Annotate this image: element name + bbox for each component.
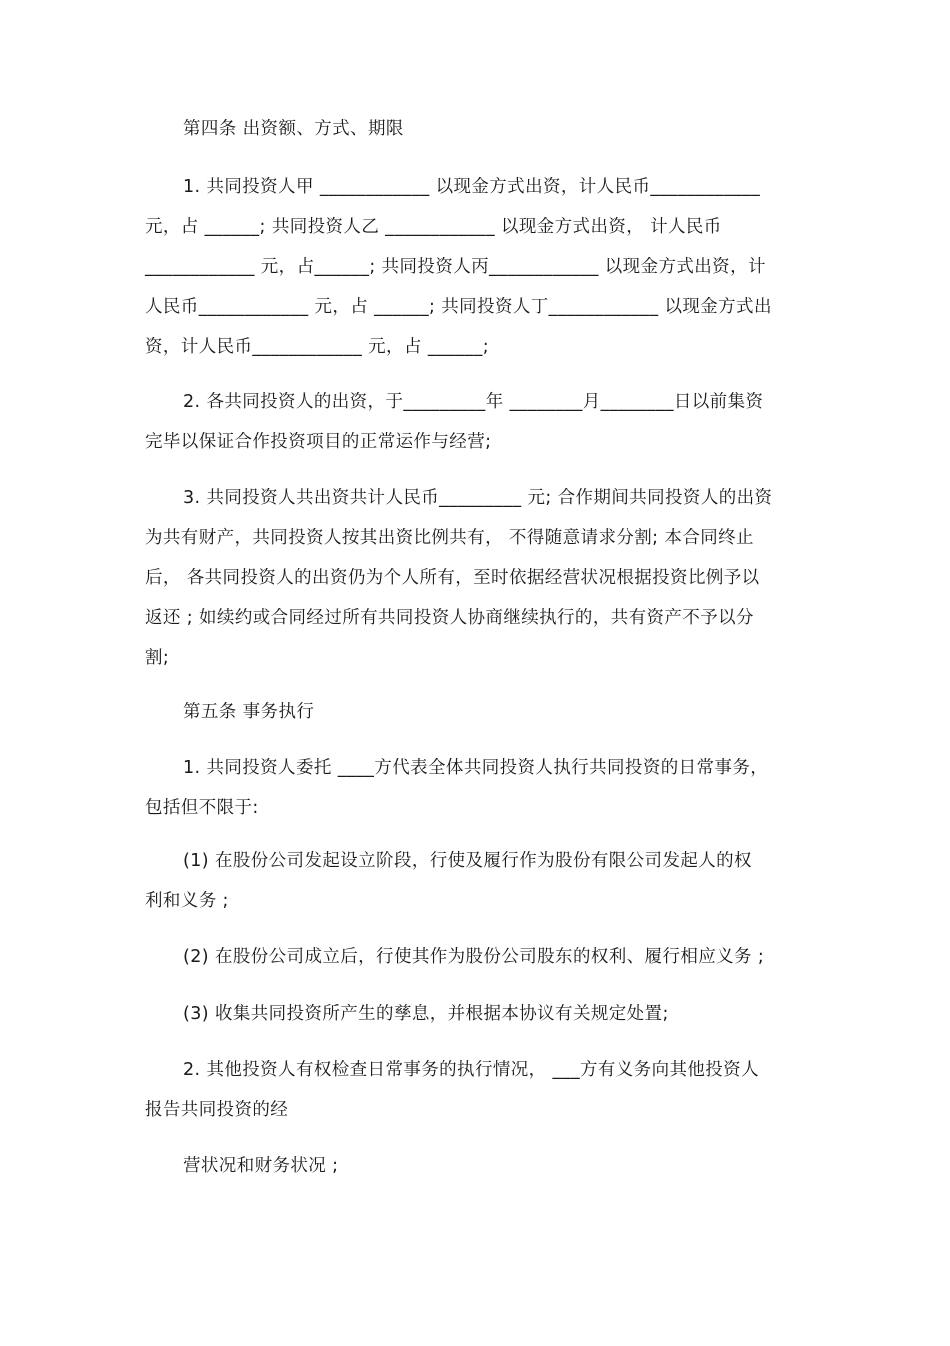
article-4-item-2 [145,382,815,462]
text-line: 返还 ; 如续约或合同经过所有共同投资人协商继续执行的，共有资产不予以分 [145,608,754,628]
text-line: (2) 在股份公司成立后，行使其作为股份公司股东的权利、履行相应义务 ; [183,947,765,967]
article-5-item-2 [145,1050,815,1130]
text-line: 2. 其他投资人有权检查日常事务的执行情况， ___方有义务向其他投资人 [183,1060,759,1080]
article-4-item-3 [145,478,815,678]
text-line: 利和义务 ; [145,891,229,911]
text-line: (3) 收集共同投资所产生的孳息，并根据本协议有关规定处置; [183,1004,669,1024]
article-5-item-1 [145,748,815,828]
text-line: 人民币____________ 元，占 ______; 共同投资人丁____________ 以现金方式出 [145,297,772,317]
text-line: 2. 各共同投资人的出资，于_________年 ________月________日以前集资 [183,392,764,412]
text-line: 第四条 出资额、方式、期限 [183,119,404,139]
text-line: 割; [145,648,170,668]
text-line: 完毕以保证合作投资项目的正常运作与经营; [145,432,492,452]
article-5-item-1-sub-1 [145,841,815,921]
text-line: 3. 共同投资人共出资共计人民币_________ 元; 合作期间共同投资人的出资 [183,488,773,508]
text-line: 元，占 ______; 共同投资人乙 ____________ 以现金方式出资， 计人民币 [145,217,722,237]
article-5-item-1-sub-2 [145,937,815,977]
text-line: 包括但不限于: [145,798,259,818]
text-line: ____________ 元，占______; 共同投资人丙____________ 以现金方式出资，计 [145,257,766,277]
text-line: 营状况和财务状况 ; [183,1156,339,1176]
text-line: 1. 共同投资人甲 ____________ 以现金方式出资，计人民币____________ [183,177,761,197]
text-line: 为共有财产，共同投资人按其出资比例共有， 不得随意请求分割; 本合同终止 [145,528,754,548]
article-5-item-2-continued [145,1146,815,1186]
text-line: (1) 在股份公司发起设立阶段，行使及履行作为股份有限公司发起人的权 [183,851,752,871]
article-5-item-1-sub-3 [145,994,815,1034]
text-line: 1. 共同投资人委托 ____方代表全体共同投资人执行共同投资的日常事务， [183,758,769,778]
text-line: 后， 各共同投资人的出资仍为个人所有，至时依据经营状况根据投资比例予以 [145,568,760,588]
text-line: 资，计人民币____________ 元，占 ______; [145,337,490,357]
text-line: 报告共同投资的经 [145,1100,289,1120]
text-line: 第五条 事务执行 [183,702,315,722]
article-4-heading [145,109,815,149]
article-4-item-1 [145,167,815,367]
article-5-heading [145,692,815,732]
